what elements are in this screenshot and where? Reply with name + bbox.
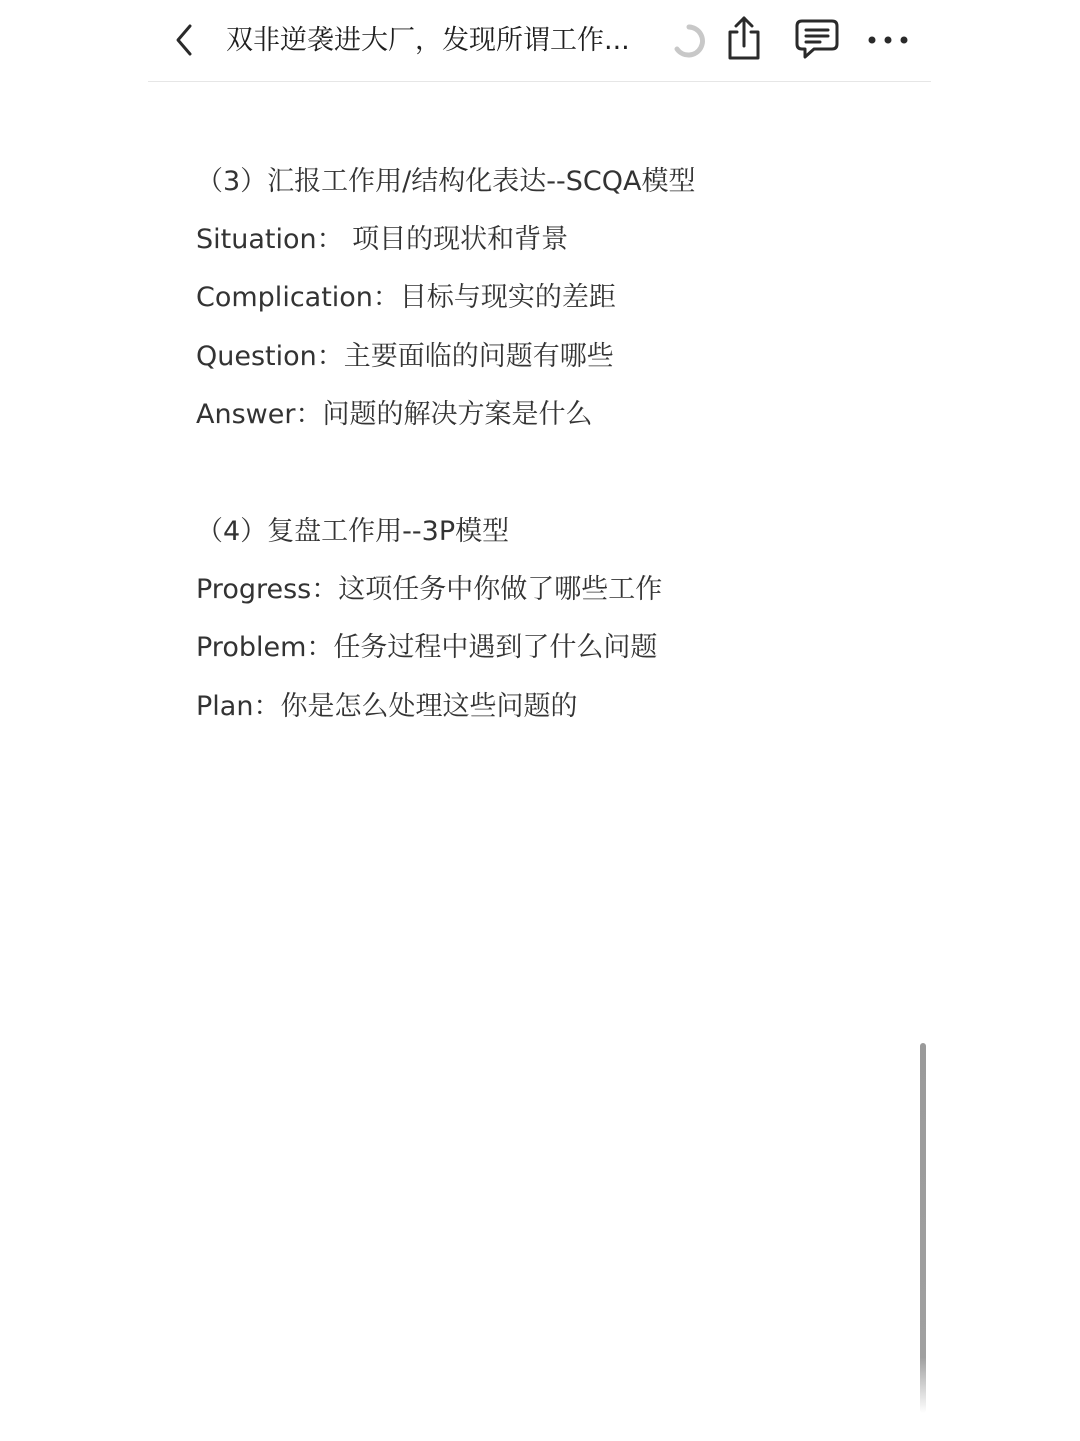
loading-spinner-icon — [672, 24, 706, 58]
3p-item-progress: Progress：这项任务中你做了哪些工作 — [196, 574, 663, 605]
section-heading-3p: （4）复盘工作用--3P模型 — [196, 516, 510, 547]
scqa-item-situation: Situation： 项目的现状和背景 — [196, 224, 569, 255]
more-icon — [866, 30, 910, 50]
share-button[interactable] — [724, 14, 764, 64]
3p-item-plan: Plan：你是怎么处理这些问题的 — [196, 691, 578, 722]
scqa-item-question: Question：主要面临的问题有哪些 — [196, 341, 614, 372]
section-heading-scqa: （3）汇报工作用/结构化表达--SCQA模型 — [196, 166, 696, 197]
more-button[interactable] — [866, 30, 910, 50]
scqa-item-complication: Complication：目标与现实的差距 — [196, 282, 616, 313]
chevron-left-icon — [170, 20, 200, 60]
back-button[interactable] — [170, 20, 200, 60]
top-navigation-bar — [148, 0, 931, 82]
scqa-item-answer: Answer：问题的解决方案是什么 — [196, 399, 593, 430]
comment-button[interactable] — [794, 18, 840, 62]
comment-icon — [794, 18, 840, 62]
vertical-scrollbar[interactable] — [920, 1043, 926, 1413]
3p-item-problem: Problem：任务过程中遇到了什么问题 — [196, 632, 658, 663]
share-icon — [724, 14, 764, 64]
page-title: 双非逆袭进大厂，发现所谓工作... — [226, 25, 630, 56]
